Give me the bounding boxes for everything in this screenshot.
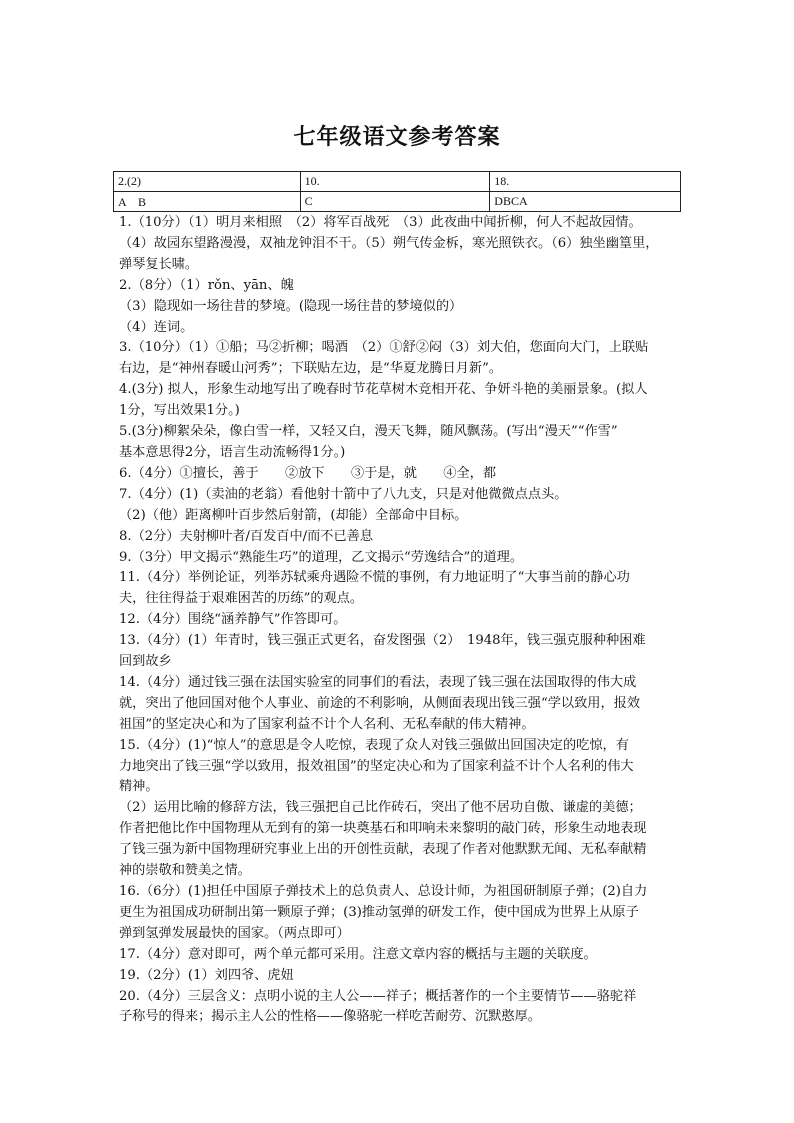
text-line: 了钱三强为新中国物理研究事业上出的开创性贡献，表现了作者对他默默无闻、无私奉献精: [119, 842, 647, 858]
table-cell: C: [300, 192, 490, 212]
text-line: （2)（他）距离柳叶百步然后射箭，(却能）全部命中目标。: [119, 507, 468, 523]
text-line: 神的崇敬和赞美之情。: [119, 863, 251, 879]
text-line: 夫，往往得益于艰难困苦的历练”的观点。: [119, 591, 364, 607]
text-line: 基本意思得2分，语言生动流畅得1分。): [119, 444, 346, 460]
answer-body: [119, 213, 685, 1028]
text-line: 作者把他比作中国物理从无到有的第一块奠基石和叩响未来黎明的敲门砖，形象生动地表现: [119, 821, 647, 837]
text-line: 5.(3分)柳絮朵朵，像白雪一样，又轻又白，漫天飞舞，随风飘荡。(写出“漫天”“作雪”: [119, 424, 618, 440]
text-line: 子称号的得来；揭示主人公的性格——像骆驼一样吃苦耐劳、沉默憨厚。: [119, 1009, 541, 1025]
text-line: 17.（4分）意对即可，两个单元都可采用。注意文章内容的概括与主题的关联度。: [119, 946, 597, 962]
text-line: 祖国”的坚定决心和为了国家利益不计个人名利、无私奉献的伟大精神。: [119, 716, 535, 732]
text-line: 右边，是“神州春暖山河秀”；下联贴左边，是“华夏龙腾日月新”。: [119, 361, 503, 377]
text-line: 就，突出了他回国对他个人事业、前途的不利影响，从侧面表现出钱三强“学以致用，报效: [119, 695, 641, 711]
text-line: 9.（3分）甲文揭示“熟能生巧”的道理，乙文揭示“劳逸结合”的道理。: [119, 549, 523, 565]
table-cell: DBCA: [490, 192, 681, 212]
text-line: 15.（4分）(1)“惊人”的意思是令人吃惊，表现了众人对钱三强做出回国决定的吃惊，有: [119, 737, 629, 753]
text-line: 12.（4分）围绕“涵养静气”作答即可。: [119, 612, 347, 628]
table-row: [114, 172, 681, 192]
text-line: 4.(3分) 拟人，形象生动地写出了晚春时节花草树木竞相开花、争妍斗艳的美丽景象。(拟人: [119, 382, 648, 398]
table-cell: A B: [114, 192, 301, 212]
text-line: 7.（4分）(1)（卖油的老翁）看他射十箭中了八九支，只是对他微微点点头。: [119, 486, 568, 502]
table-cell: 18.: [490, 172, 681, 192]
text-line: 19.（2分）(1）刘四爷、虎妞: [119, 967, 294, 983]
text-line: 13.（4分）(1）年青时，钱三强正式更名，奋发图强（2） 1948年，钱三强克服种种困难: [119, 633, 646, 649]
table-cell: 2.(2): [114, 172, 301, 192]
text-line: 6.（4分）①擅长，善于 ②放下 ③于是，就 ④全，都: [119, 465, 497, 481]
text-line: 弹到氢弹发展最快的国家。（两点即可）: [119, 925, 350, 941]
text-line: 14.（4分）通过钱三强在法国实验室的同事们的看法，表现了钱三强在法国取得的伟大成: [119, 674, 637, 690]
table-cell: 10.: [300, 172, 490, 192]
text-line: 2.（8分）（1）rǒn、yān、魄: [119, 277, 294, 293]
answer-table: [113, 171, 681, 212]
text-line: （4）故园东望路漫漫，双袖龙钟泪不干。（5）朔气传金柝，寒光照铁衣。（6）独坐幽篁里，: [119, 235, 659, 251]
text-line: 1.（10分）（1）明月来相照 （2）将军百战死 （3）此夜曲中闻折柳，何人不起故园情。: [119, 215, 642, 230]
text-line: （2）运用比喻的修辞方法，钱三强把自己比作砖石，突出了他不居功自傲、谦虚的美德；: [119, 800, 642, 816]
text-line: 16.（6分）(1)担任中国原子弹技术上的总负责人、总设计师，为祖国研制原子弹；(2)自力: [119, 884, 648, 899]
text-line: 更生为祖国成功研制出第一颗原子弹；(3)推动氢弹的研发工作，使中国成为世界上从原子: [119, 904, 639, 920]
text-line: 力地突出了钱三强“学以致用，报效祖国”的坚定决心和为了国家利益不计个人名利的伟大: [119, 758, 634, 774]
text-line: 8.（2分）夫射柳叶者/百发百中/而不已善息: [119, 528, 374, 544]
text-line: （3）隐现如一场往昔的梦境。(隐现一场往昔的梦境似的）: [119, 298, 463, 314]
page-title: 七年级语文参考答案: [293, 125, 501, 150]
text-line: 1分，写出效果1分。): [119, 403, 240, 419]
text-line: 3.（10分）（1）①船；马②折柳；喝酒 （2）①舒②闷（3）刘大伯，您面向大门，上联贴: [119, 340, 649, 356]
text-line: 11.（4分）举例论证，列举苏轼乘舟遇险不慌的事例，有力地证明了“大事当前的静心功: [119, 570, 630, 586]
text-line: 20.（4分）三层含义：点明小说的主人公——祥子；概括著作的一个主要情节——骆驼祥: [119, 988, 637, 1004]
text-line: 回到故乡: [119, 654, 172, 670]
table-row: [114, 192, 681, 212]
text-line: （4）连词。: [119, 319, 194, 335]
text-line: 弹琴复长啸。: [119, 256, 199, 272]
text-line: 精神。: [119, 779, 159, 795]
